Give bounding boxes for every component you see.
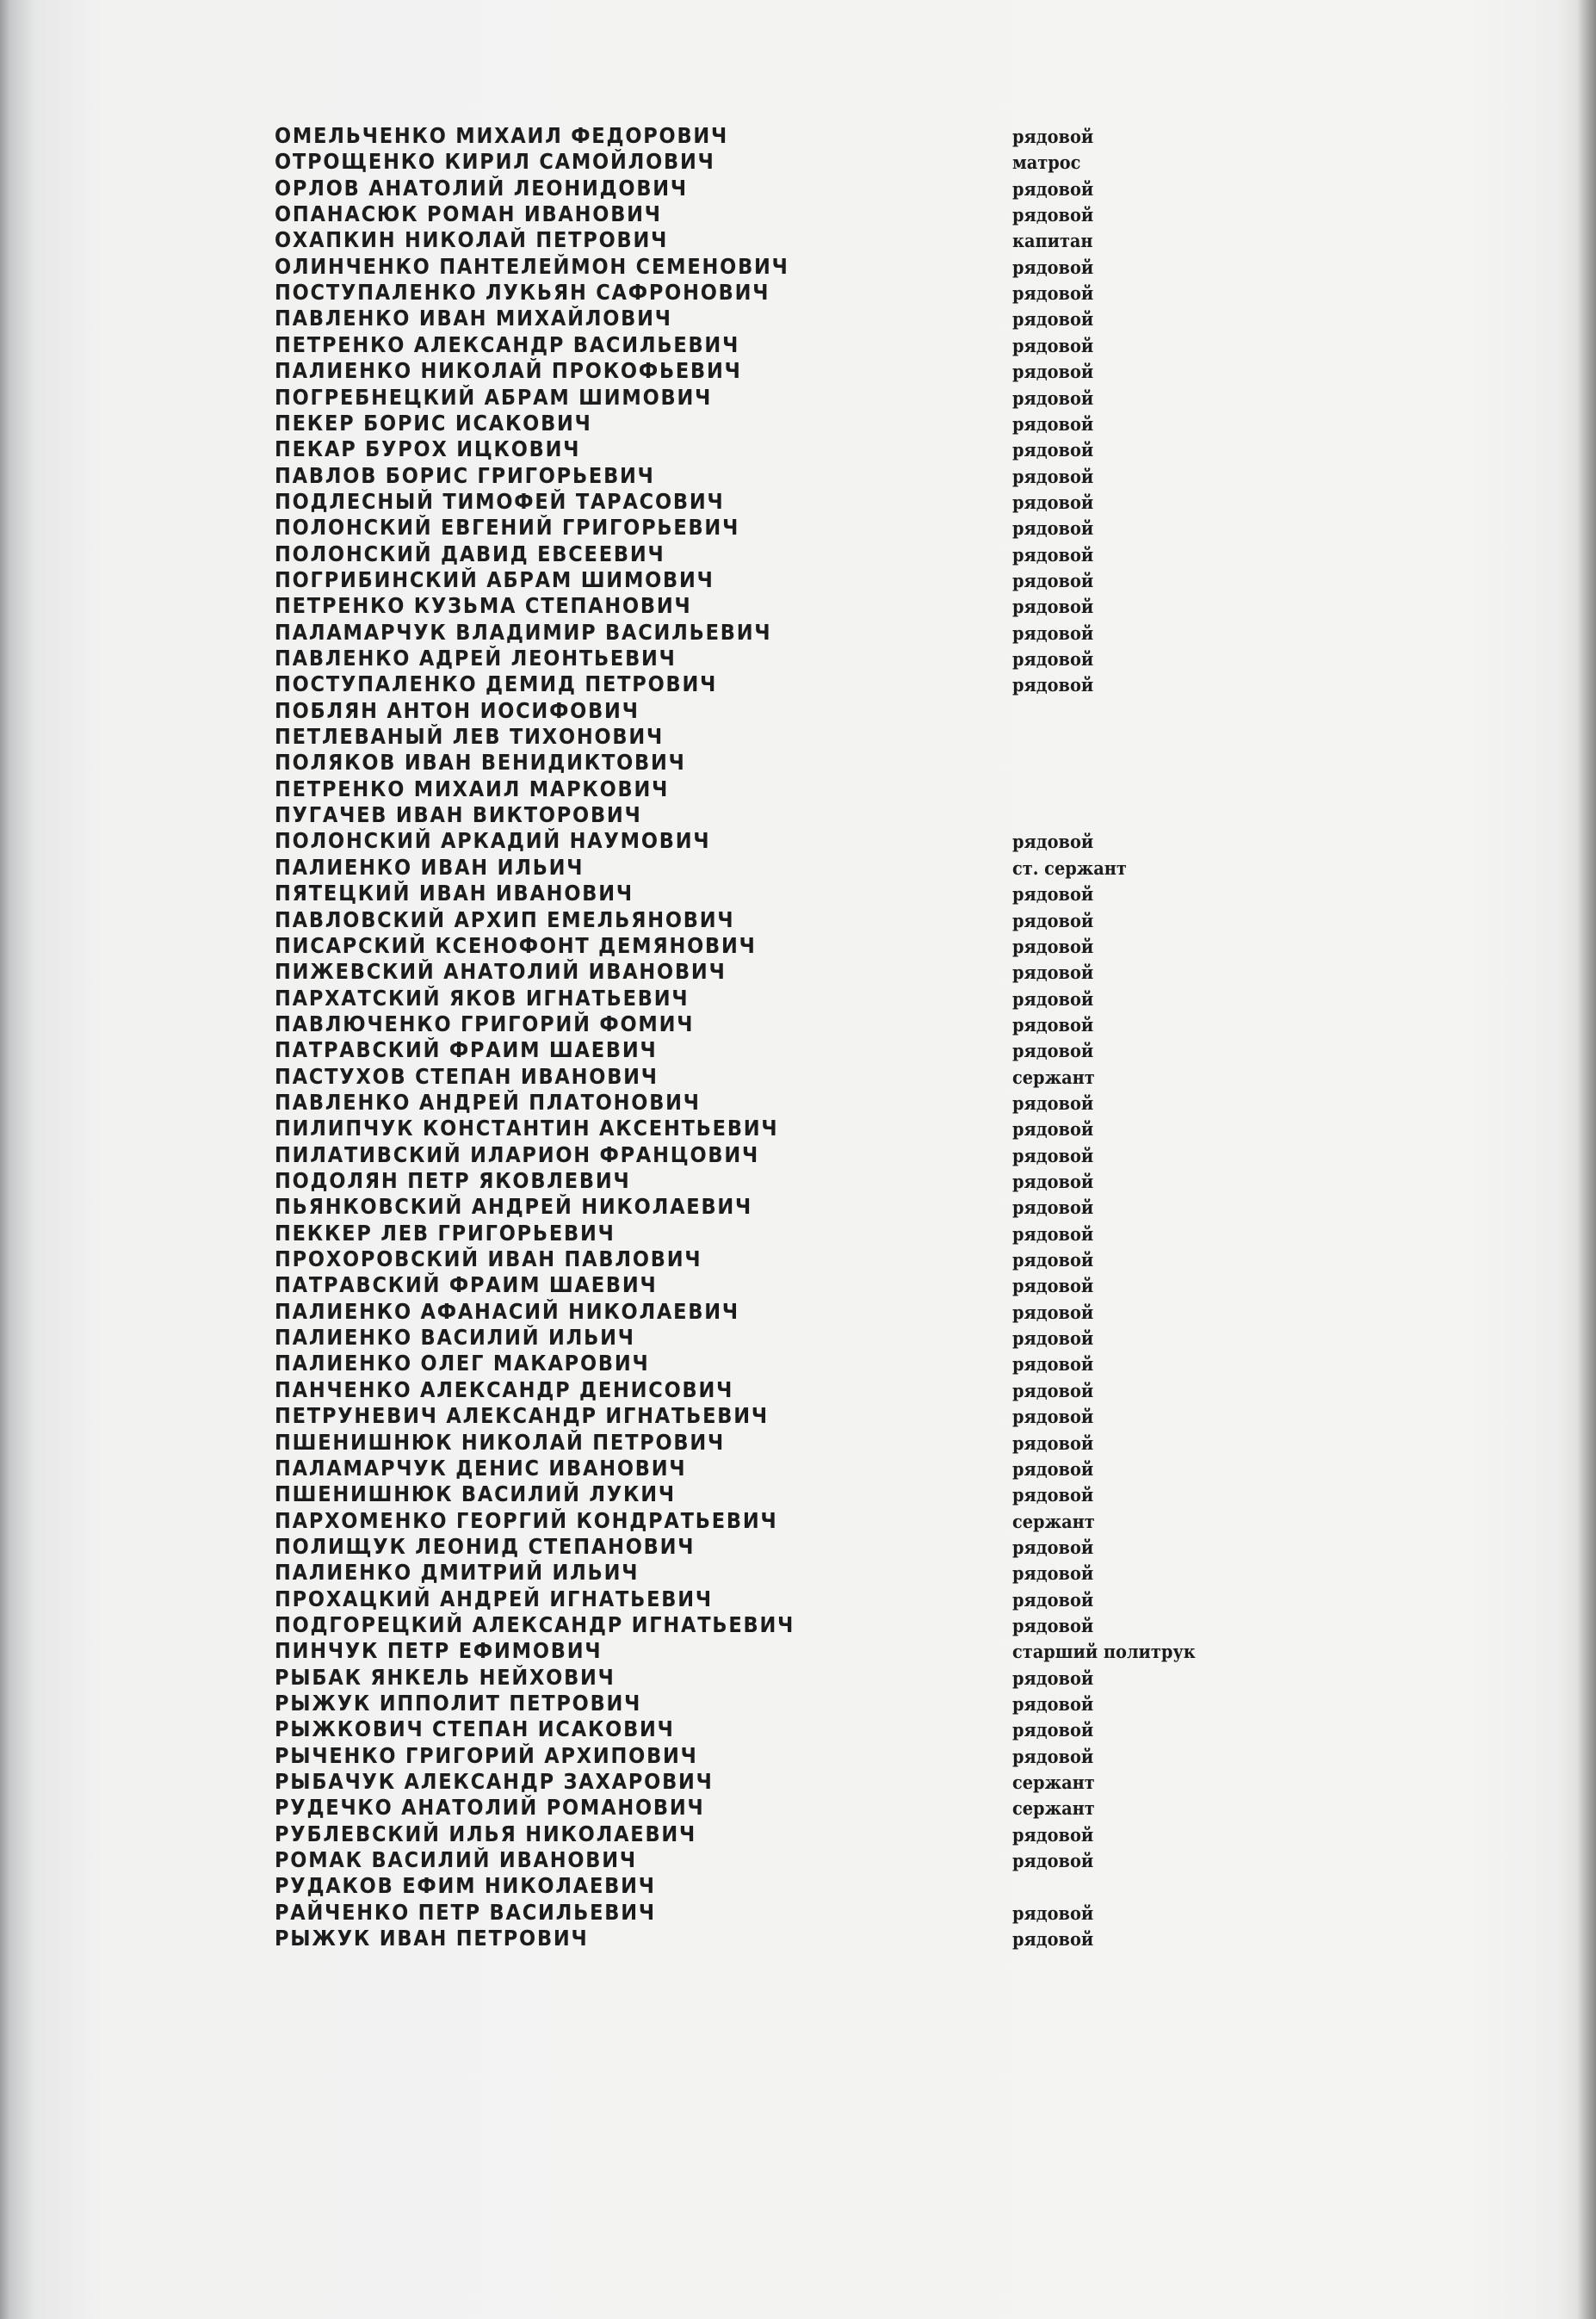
list-item [0, 123, 1596, 149]
person-name: РУДАКОВ ЕФИМ НИКОЛАЕВИЧ [275, 1873, 656, 1898]
person-name: ПУГАЧЕВ ИВАН ВИКТОРОВИЧ [275, 802, 642, 827]
military-rank: рядовой [1012, 1902, 1094, 1924]
list-item [0, 881, 1596, 906]
list-item [0, 1612, 1596, 1638]
military-rank: рядовой [1012, 282, 1094, 304]
military-rank: рядовой [1012, 439, 1094, 461]
military-rank: рядовой [1012, 1249, 1094, 1271]
list-item [0, 280, 1596, 306]
person-name: ПЕТЛЕВАНЫЙ ЛЕВ ТИХОНОВИЧ [275, 724, 664, 749]
list-item [0, 1560, 1596, 1586]
list-item [0, 1665, 1596, 1691]
person-name: ПАСТУХОВ СТЕПАН ИВАНОВИЧ [275, 1064, 659, 1089]
military-rank: рядовой [1012, 126, 1094, 147]
person-name: ОПАНАСЮК РОМАН ИВАНОВИЧ [275, 201, 662, 226]
person-name: ПОЛОНСКИЙ АРКАДИЙ НАУМОВИЧ [275, 828, 711, 853]
person-name: ПАВЛОВСКИЙ АРХИП ЕМЕЛЬЯНОВИЧ [275, 907, 735, 932]
list-item [0, 1638, 1596, 1664]
military-rank: рядовой [1012, 1145, 1094, 1166]
list-item [0, 1847, 1596, 1873]
person-name: ПОСТУПАЛЕНКО ЛУКЬЯН САФРОНОВИЧ [275, 280, 770, 305]
military-rank: рядовой [1012, 1302, 1094, 1323]
military-rank: рядовой [1012, 1746, 1094, 1767]
person-name: ПАВЛЮЧЕНКО ГРИГОРИЙ ФОМИЧ [275, 1011, 695, 1036]
list-item [0, 1011, 1596, 1037]
military-rank: рядовой [1012, 831, 1094, 852]
person-name: ПАВЛЕНКО АНДРЕЙ ПЛАТОНОВИЧ [275, 1090, 701, 1115]
list-item [0, 1508, 1596, 1534]
military-rank: рядовой [1012, 962, 1094, 983]
list-item [0, 1142, 1596, 1168]
military-rank: рядовой [1012, 361, 1094, 382]
military-rank: ст. сержант [1012, 857, 1127, 879]
list-item [0, 855, 1596, 881]
military-rank: рядовой [1012, 257, 1094, 278]
military-rank: рядовой [1012, 387, 1094, 409]
person-name: ПОЛОНСКИЙ ЕВГЕНИЙ ГРИГОРЬЕВИЧ [275, 515, 740, 540]
list-item [0, 1691, 1596, 1716]
military-rank: рядовой [1012, 936, 1094, 957]
military-rank: сержант [1012, 1511, 1095, 1532]
person-name: РЫБАК ЯНКЕЛЬ НЕЙХОВИЧ [275, 1665, 616, 1690]
person-name: ПРОХОРОВСКИЙ ИВАН ПАВЛОВИЧ [275, 1246, 702, 1271]
list-item [0, 1821, 1596, 1847]
person-name: ПЬЯНКОВСКИЙ АНДРЕЙ НИКОЛАЕВИЧ [275, 1194, 753, 1219]
list-item [0, 1272, 1596, 1298]
military-rank: рядовой [1012, 178, 1094, 200]
military-rank: рядовой [1012, 1719, 1094, 1741]
person-name: ПАТРАВСКИЙ ФРАИМ ШАЕВИЧ [275, 1037, 658, 1062]
list-item [0, 959, 1596, 985]
military-rank: рядовой [1012, 988, 1094, 1010]
person-name: ПАЛАМАРЧУК ДЕНИС ИВАНОВИЧ [275, 1456, 687, 1481]
military-rank: рядовой [1012, 622, 1094, 644]
list-item [0, 828, 1596, 854]
person-name: ПОДЛЕСНЫЙ ТИМОФЕЙ ТАРАСОВИЧ [275, 489, 725, 514]
list-item [0, 541, 1596, 567]
person-name: ПАНЧЕНКО АЛЕКСАНДР ДЕНИСОВИЧ [275, 1377, 734, 1402]
person-name: ОМЕЛЬЧЕНКО МИХАИЛ ФЕДОРОВИЧ [275, 123, 729, 148]
military-rank: сержант [1012, 1067, 1095, 1088]
list-item [0, 1769, 1596, 1795]
list-item [0, 1716, 1596, 1742]
list-item [0, 986, 1596, 1011]
person-name: ОХАПКИН НИКОЛАЙ ПЕТРОВИЧ [275, 227, 669, 252]
person-name: ПИЛИПЧУК КОНСТАНТИН АКСЕНТЬЕВИЧ [275, 1116, 779, 1141]
list-item [0, 933, 1596, 959]
military-rank: рядовой [1012, 1589, 1094, 1611]
military-rank: рядовой [1012, 1615, 1094, 1636]
person-name: ПОГРИБИНСКИЙ АБРАМ ШИМОВИЧ [275, 567, 714, 592]
military-rank: капитан [1012, 230, 1093, 251]
person-name: ПИЛАТИВСКИЙ ИЛАРИОН ФРАНЦОВИЧ [275, 1142, 759, 1167]
person-name: ПЕТРЕНКО МИХАИЛ МАРКОВИЧ [275, 776, 670, 801]
person-name: РЫБАЧУК АЛЕКСАНДР ЗАХАРОВИЧ [275, 1769, 714, 1794]
list-item [0, 1246, 1596, 1272]
military-rank: рядовой [1012, 308, 1094, 330]
list-item [0, 1481, 1596, 1507]
list-item [0, 358, 1596, 384]
military-rank: рядовой [1012, 883, 1094, 905]
person-name: ПАРХОМЕНКО ГЕОРГИЙ КОНДРАТЬЕВИЧ [275, 1508, 778, 1533]
list-item [0, 1873, 1596, 1899]
person-name: ПШЕНИШНЮК ВАСИЛИЙ ЛУКИЧ [275, 1481, 676, 1506]
person-name: ПЕТРЕНКО АЛЕКСАНДР ВАСИЛЬЕВИЧ [275, 332, 740, 357]
person-name: РУДЕЧКО АНАТОЛИЙ РОМАНОВИЧ [275, 1795, 705, 1820]
list-item [0, 1194, 1596, 1220]
military-rank: старший политрук [1012, 1641, 1196, 1662]
military-rank: рядовой [1012, 413, 1094, 435]
military-rank: рядовой [1012, 204, 1094, 226]
military-rank: рядовой [1012, 1118, 1094, 1140]
military-rank: рядовой [1012, 1380, 1094, 1401]
person-name: РЫЖУК ИВАН ПЕТРОВИЧ [275, 1926, 589, 1951]
military-rank: рядовой [1012, 1928, 1094, 1950]
person-name: РЫЧЕНКО ГРИГОРИЙ АРХИПОВИЧ [275, 1743, 698, 1768]
list-item [0, 646, 1596, 671]
person-name: РЫЖКОВИЧ СТЕПАН ИСАКОВИЧ [275, 1716, 675, 1741]
list-item [0, 671, 1596, 697]
military-rank: рядовой [1012, 1014, 1094, 1036]
list-item [0, 1795, 1596, 1821]
list-item [0, 1900, 1596, 1926]
person-name: ПЕККЕР ЛЕВ ГРИГОРЬЕВИЧ [275, 1221, 616, 1246]
person-name: ПОГРЕБНЕЦКИЙ АБРАМ ШИМОВИЧ [275, 385, 713, 410]
person-name: ПШЕНИШНЮК НИКОЛАЙ ПЕТРОВИЧ [275, 1430, 725, 1455]
list-item [0, 593, 1596, 619]
list-item [0, 1064, 1596, 1090]
list-item [0, 1090, 1596, 1116]
person-name: ПЕКЕР БОРИС ИСАКОВИЧ [275, 411, 592, 436]
military-rank: рядовой [1012, 1693, 1094, 1715]
military-rank: сержант [1012, 1772, 1095, 1793]
list-item [0, 750, 1596, 776]
military-rank: рядовой [1012, 335, 1094, 356]
military-rank: рядовой [1012, 1327, 1094, 1349]
military-rank: рядовой [1012, 1353, 1094, 1375]
list-item [0, 332, 1596, 358]
list-item [0, 776, 1596, 802]
person-name: ПОЛЯКОВ ИВАН ВЕНИДИКТОВИЧ [275, 750, 686, 775]
military-rank: рядовой [1012, 1197, 1094, 1218]
person-name: ПРОХАЦКИЙ АНДРЕЙ ИГНАТЬЕВИЧ [275, 1586, 713, 1611]
military-rank: рядовой [1012, 1171, 1094, 1192]
military-rank: матрос [1012, 152, 1081, 173]
military-rank: рядовой [1012, 648, 1094, 670]
military-rank: рядовой [1012, 1562, 1094, 1584]
list-item [0, 1168, 1596, 1194]
military-rank: рядовой [1012, 1537, 1094, 1558]
military-rank: сержант [1012, 1797, 1095, 1819]
military-rank: рядовой [1012, 544, 1094, 566]
list-item [0, 149, 1596, 175]
person-name: ПОДГОРЕЦКИЙ АЛЕКСАНДР ИГНАТЬЕВИЧ [275, 1612, 795, 1637]
list-item [0, 411, 1596, 436]
military-rank: рядовой [1012, 596, 1094, 617]
military-rank: рядовой [1012, 1040, 1094, 1061]
person-name: ПЯТЕЦКИЙ ИВАН ИВАНОВИЧ [275, 881, 634, 906]
person-name: ПОЛОНСКИЙ ДАВИД ЕВСЕЕВИЧ [275, 541, 665, 566]
list-item [0, 1430, 1596, 1456]
list-item [0, 567, 1596, 593]
list-item [0, 1377, 1596, 1403]
military-rank: рядовой [1012, 1824, 1094, 1846]
person-name: ПОБЛЯН АНТОН ИОСИФОВИЧ [275, 698, 640, 723]
military-rank: рядовой [1012, 1667, 1094, 1689]
person-name: ПАЛИЕНКО НИКОЛАЙ ПРОКОФЬЕВИЧ [275, 358, 742, 383]
person-name: ПОСТУПАЛЕНКО ДЕМИД ПЕТРОВИЧ [275, 671, 718, 696]
person-name: ПАВЛЕНКО ИВАН МИХАЙЛОВИЧ [275, 306, 672, 331]
person-name: ПАЛИЕНКО ВАСИЛИЙ ИЛЬИЧ [275, 1325, 635, 1350]
military-rank: рядовой [1012, 570, 1094, 591]
list-item [0, 1926, 1596, 1951]
person-name: ПАЛАМАРЧУК ВЛАДИМИР ВАСИЛЬЕВИЧ [275, 620, 772, 645]
person-name: ПАЛИЕНКО АФАНАСИЙ НИКОЛАЕВИЧ [275, 1299, 739, 1324]
person-name: ПАВЛЕНКО АДРЕЙ ЛЕОНТЬЕВИЧ [275, 646, 677, 671]
list-item [0, 1743, 1596, 1769]
list-item [0, 698, 1596, 724]
list-item [0, 1586, 1596, 1612]
military-rank: рядовой [1012, 466, 1094, 487]
list-item [0, 385, 1596, 411]
military-rank: рядовой [1012, 1092, 1094, 1114]
list-item [0, 802, 1596, 828]
list-item [0, 1037, 1596, 1063]
list-item [0, 1299, 1596, 1325]
list-item [0, 227, 1596, 253]
person-name: ПАЛИЕНКО ИВАН ИЛЬИЧ [275, 855, 585, 880]
person-name: ПОДОЛЯН ПЕТР ЯКОВЛЕВИЧ [275, 1168, 631, 1193]
list-item [0, 1116, 1596, 1141]
military-rank: рядовой [1012, 517, 1094, 539]
military-rank: рядовой [1012, 1406, 1094, 1427]
list-item [0, 1403, 1596, 1429]
person-name: ПАЛИЕНКО ОЛЕГ МАКАРОВИЧ [275, 1351, 650, 1376]
military-rank: рядовой [1012, 1223, 1094, 1245]
person-name: ПАТРАВСКИЙ ФРАИМ ШАЕВИЧ [275, 1272, 658, 1297]
person-name: ПАЛИЕНКО ДМИТРИЙ ИЛЬИЧ [275, 1560, 640, 1585]
person-name: ПЕТРЕНКО КУЗЬМА СТЕПАНОВИЧ [275, 593, 692, 618]
person-name: РЫЖУК ИППОЛИТ ПЕТРОВИЧ [275, 1691, 642, 1716]
military-rank: рядовой [1012, 1458, 1094, 1480]
military-rank: рядовой [1012, 1432, 1094, 1454]
person-name: ОРЛОВ АНАТОЛИЙ ЛЕОНИДОВИЧ [275, 176, 688, 201]
list-item [0, 1534, 1596, 1560]
list-item [0, 724, 1596, 750]
list-item [0, 201, 1596, 227]
person-name: ПИЖЕВСКИЙ АНАТОЛИЙ ИВАНОВИЧ [275, 959, 727, 984]
list-item [0, 1351, 1596, 1376]
person-name: ПИНЧУК ПЕТР ЕФИМОВИЧ [275, 1638, 603, 1663]
list-item [0, 907, 1596, 933]
list-item [0, 1456, 1596, 1481]
list-item [0, 254, 1596, 280]
military-rank: рядовой [1012, 910, 1094, 931]
person-name: ПОЛИЩУК ЛЕОНИД СТЕПАНОВИЧ [275, 1534, 696, 1559]
person-name: ОТРОЩЕНКО КИРИЛ САМОЙЛОВИЧ [275, 149, 715, 174]
list-item [0, 306, 1596, 331]
person-name: ПЕТРУНЕВИЧ АЛЕКСАНДР ИГНАТЬЕВИЧ [275, 1403, 769, 1428]
person-name: ПАРХАТСКИЙ ЯКОВ ИГНАТЬЕВИЧ [275, 986, 690, 1011]
person-name: РУБЛЕВСКИЙ ИЛЬЯ НИКОЛАЕВИЧ [275, 1821, 697, 1846]
person-name: ПИСАРСКИЙ КСЕНОФОНТ ДЕМЯНОВИЧ [275, 933, 757, 958]
military-rank: рядовой [1012, 1484, 1094, 1506]
list-item [0, 515, 1596, 541]
list-item [0, 436, 1596, 462]
military-rank: рядовой [1012, 1850, 1094, 1871]
military-rank: рядовой [1012, 492, 1094, 513]
list-item [0, 1221, 1596, 1246]
military-rank: рядовой [1012, 674, 1094, 696]
list-item [0, 1325, 1596, 1351]
person-name: ПЕКАР БУРОХ ИЦКОВИЧ [275, 436, 581, 461]
list-item [0, 620, 1596, 646]
list-item [0, 176, 1596, 201]
list-item [0, 463, 1596, 489]
person-name: РОМАК ВАСИЛИЙ ИВАНОВИЧ [275, 1847, 637, 1872]
list-item [0, 489, 1596, 515]
military-rank: рядовой [1012, 1275, 1094, 1296]
person-name: ПАВЛОВ БОРИС ГРИГОРЬЕВИЧ [275, 463, 655, 488]
person-name: РАЙЧЕНКО ПЕТР ВАСИЛЬЕВИЧ [275, 1900, 656, 1925]
person-name: ОЛИНЧЕНКО ПАНТЕЛЕЙМОН СЕМЕНОВИЧ [275, 254, 789, 279]
